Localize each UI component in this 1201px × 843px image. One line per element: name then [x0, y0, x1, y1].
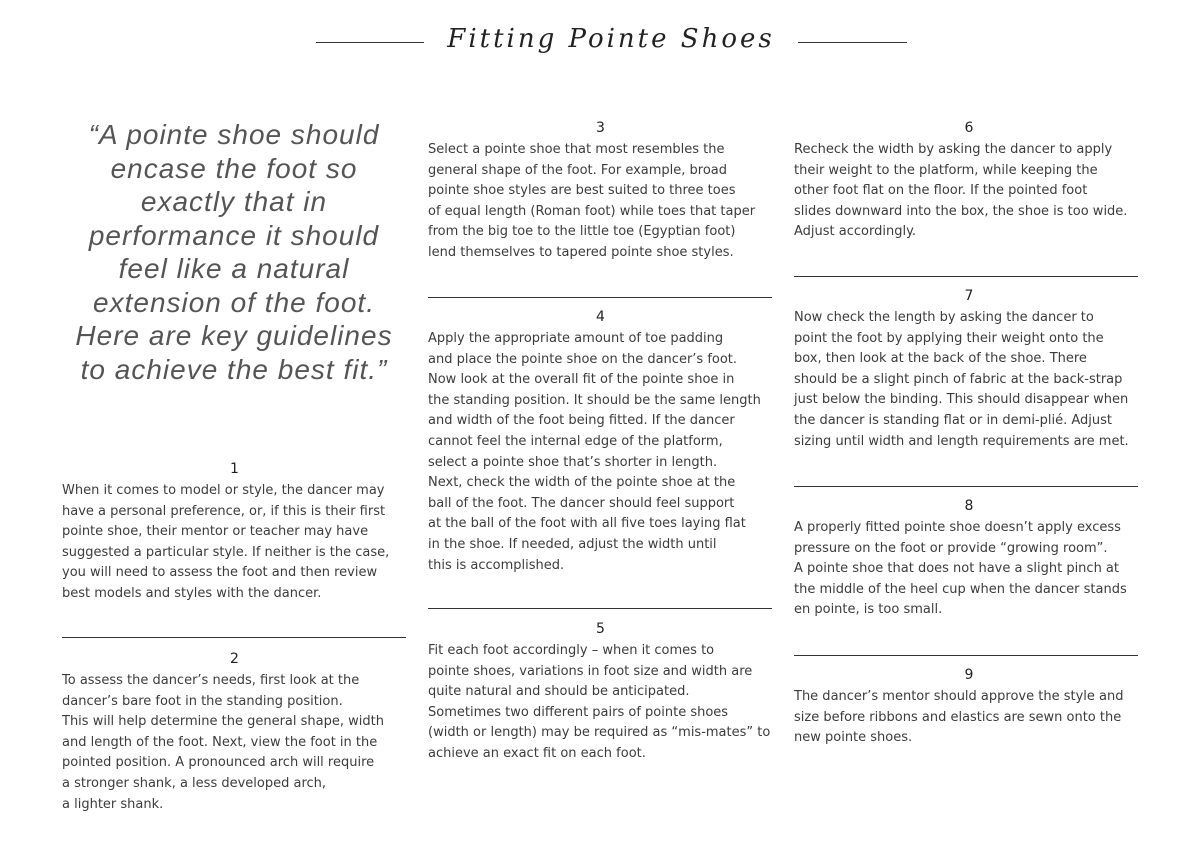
- step-number: 8: [964, 498, 974, 514]
- step-2: [62, 650, 407, 815]
- divider: [428, 297, 772, 298]
- page-header: [0, 20, 1201, 60]
- step-text: To assess the dancer’s needs, first look at the dancer’s bare foot in the standing position. This will help determine the general shape, width and length of the foot. Next, view the foot in the pointed position. A pronounced arch will require a stronger shank, a less developed arch, a lighter shank.: [62, 673, 384, 812]
- step-number: 6: [964, 120, 974, 136]
- step-number: 1: [230, 461, 239, 477]
- step-text: Fit each foot accordingly – when it comes to pointe shoes, variations in foot size and width are quite natural and should be anticipated. Sometimes two different pairs of pointe shoes (width or length) may be required as “mis-mates” to achieve an exact fit on each foot.: [428, 643, 771, 761]
- step-7: [794, 287, 1144, 452]
- intro-quote: “A pointe shoe should encase the foot so exactly that in performance it should feel like a natural extension of the foot. Here are key guidelines to achieve the best fit.”: [75, 119, 393, 385]
- step-3: [428, 119, 773, 264]
- title-rule-left: [316, 42, 424, 43]
- page-title: Fitting Pointe Shoes: [447, 24, 775, 54]
- step-number: 9: [964, 667, 974, 683]
- step-text: When it comes to model or style, the dancer may have a personal preference, or, if this is their first pointe shoe, their mentor or teacher may have suggested a particular style. If neither is the case, you will need to assess the foot and then review best models and styles with the dancer.: [62, 483, 390, 601]
- step-text: Recheck the width by asking the dancer to apply their weight to the platform, while keeping the other foot flat on the floor. If the pointed foot slides downward into the box, the shoe is too wide. Adjust accordingly.: [794, 142, 1128, 240]
- step-number: 5: [596, 621, 605, 637]
- step-text: Select a pointe shoe that most resembles the general shape of the foot. For example, broad pointe shoe styles are best suited to three toes of equal length (Roman foot) while toes that taper from the big toe to the little toe (Egyptian foot) lend themselves to tapered pointe shoe styles.: [428, 142, 756, 260]
- step-text: Now check the length by asking the dancer to point the foot by applying their weight onto the box, then look at the back of the shoe. There should be a slight pinch of fabric at the back-strap just below the binding. This should disappear when the dancer is standing flat or in demi-plié. Adjust sizing until width and length requirements are met.: [794, 310, 1129, 449]
- step-1: [62, 460, 407, 605]
- step-5: [428, 620, 773, 765]
- step-8: [794, 497, 1144, 621]
- step-9: [794, 666, 1144, 749]
- divider: [428, 608, 772, 609]
- divider: [62, 637, 406, 638]
- step-text: A properly fitted pointe shoe doesn’t apply excess pressure on the foot or provide “growing room”. A pointe shoe that does not have a slight pinch at the middle of the heel cup when the dancer stands en pointe, is too small.: [794, 520, 1127, 618]
- divider: [794, 655, 1138, 656]
- step-number: 3: [596, 120, 605, 136]
- step-text: The dancer’s mentor should approve the style and size before ribbons and elastics are sewn onto the new pointe shoes.: [794, 689, 1124, 746]
- title-rule-right: [798, 42, 907, 43]
- divider: [794, 276, 1138, 277]
- step-number: 4: [596, 309, 605, 325]
- divider: [794, 486, 1138, 487]
- step-text: Apply the appropriate amount of toe padding and place the pointe shoe on the dancer’s foot. Now look at the overall fit of the pointe shoe in the standing position. It should be the same length and width of the foot being fitted. If the dancer cannot feel the internal edge of the platform, select a pointe shoe that’s shorter in length. Next, check the width of the pointe shoe at the ball of the foot. The dancer should feel support at the ball of the foot with all five toes laying flat in the shoe. If needed, adjust the width until this is accomplished.: [428, 331, 761, 573]
- step-6: [794, 119, 1144, 243]
- step-number: 7: [964, 288, 974, 304]
- step-4: [428, 308, 773, 576]
- step-number: 2: [230, 651, 239, 667]
